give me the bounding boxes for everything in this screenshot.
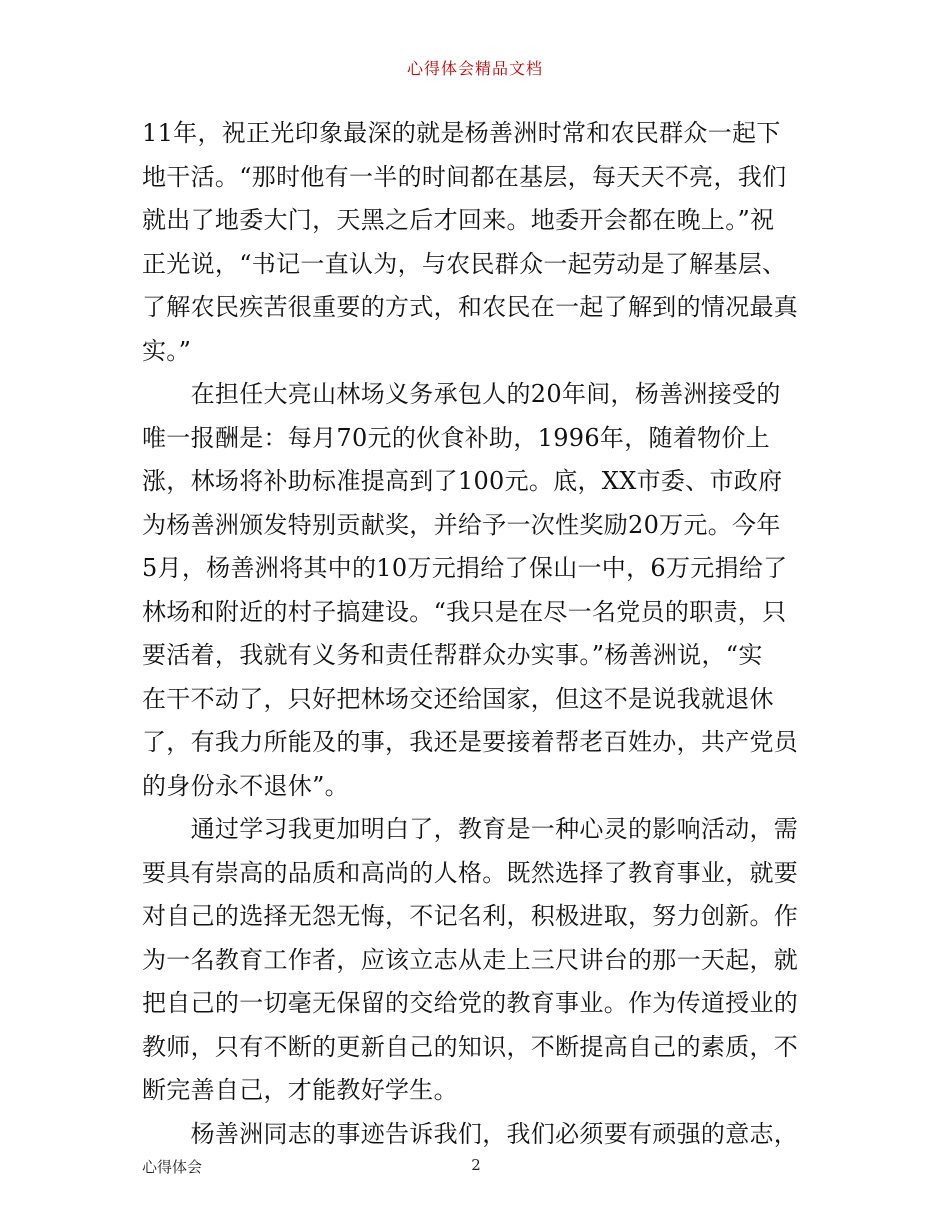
text-line: 林场和附近的村子搞建设。“我只是在尽一名党员的职责，只: [142, 597, 787, 626]
text-line: 正光说，“书记一直认为，与农民群众一起劳动是了解基层、: [142, 249, 787, 278]
text-line: 通过学习我更加明白了，教育是一种心灵的影响活动，需: [142, 815, 799, 843]
text-line: 在干不动了，只好把林场交还给国家，但这不是说我就退休: [142, 684, 774, 713]
text-line: 杨善洲同志的事迹告诉我们，我们必须要有顽强的意志，: [142, 1119, 799, 1148]
text-line: 了解农民疾苦很重要的方式，和农民在一起了解到的情况最真: [142, 293, 799, 321]
text-line: 实。”: [142, 336, 192, 365]
text-line: 涨，林场将补助标准提高到了100元。底，XX市委、市政府: [142, 467, 783, 495]
text-line: 对自己的选择无怨无悔，不记名利，积极进取，努力创新。作: [142, 902, 799, 930]
page-header-title: 心得体会精品文档: [406, 59, 543, 78]
text-line: 教师，只有不断的更新自己的知识，不断提高自己的素质，不: [142, 1032, 799, 1061]
text-line: 5月，杨善洲将其中的10万元捐给了保山一中，6万元捐给了: [142, 554, 788, 582]
text-line: 把自己的一切毫无保留的交给党的教育事业。作为传道授业的: [142, 989, 799, 1017]
text-line: 断完善自己，才能教好学生。: [142, 1076, 458, 1104]
footer-label: 心得体会: [142, 1158, 203, 1176]
page-number: 2: [471, 1156, 481, 1174]
text-line: 要活着，我就有义务和责任帮群众办实事。”杨善洲说，“实: [142, 641, 763, 669]
text-line: 要具有崇高的品质和高尚的人格。既然选择了教育事业，就要: [142, 858, 799, 887]
text-line: 地干活。“那时他有一半的时间都在基层，每天天不亮，我们: [142, 162, 787, 191]
text-line: 的身份永不退休”。: [142, 771, 349, 800]
body-text: [142, 112, 814, 1156]
text-line: 就出了地委大门，天黑之后才回来。地委开会都在晚上。”祝: [142, 206, 775, 234]
text-line: 唯一报酬是：每月70元的伙食补助，1996年，随着物价上: [142, 423, 771, 452]
text-line: 为一名教育工作者，应该立志从走上三尺讲台的那一天起，就: [142, 945, 799, 974]
text-line: 11年，祝正光印象最深的就是杨善洲时常和农民群众一起下: [142, 119, 781, 147]
text-line: 了，有我力所能及的事，我还是要接着帮老百姓办，共产党员: [142, 728, 799, 756]
text-line: 在担任大亮山林场义务承包人的20年间，杨善洲接受的: [142, 380, 781, 408]
text-line: 为杨善洲颁发特别贡献奖，并给予一次性奖励20万元。今年: [142, 510, 781, 539]
